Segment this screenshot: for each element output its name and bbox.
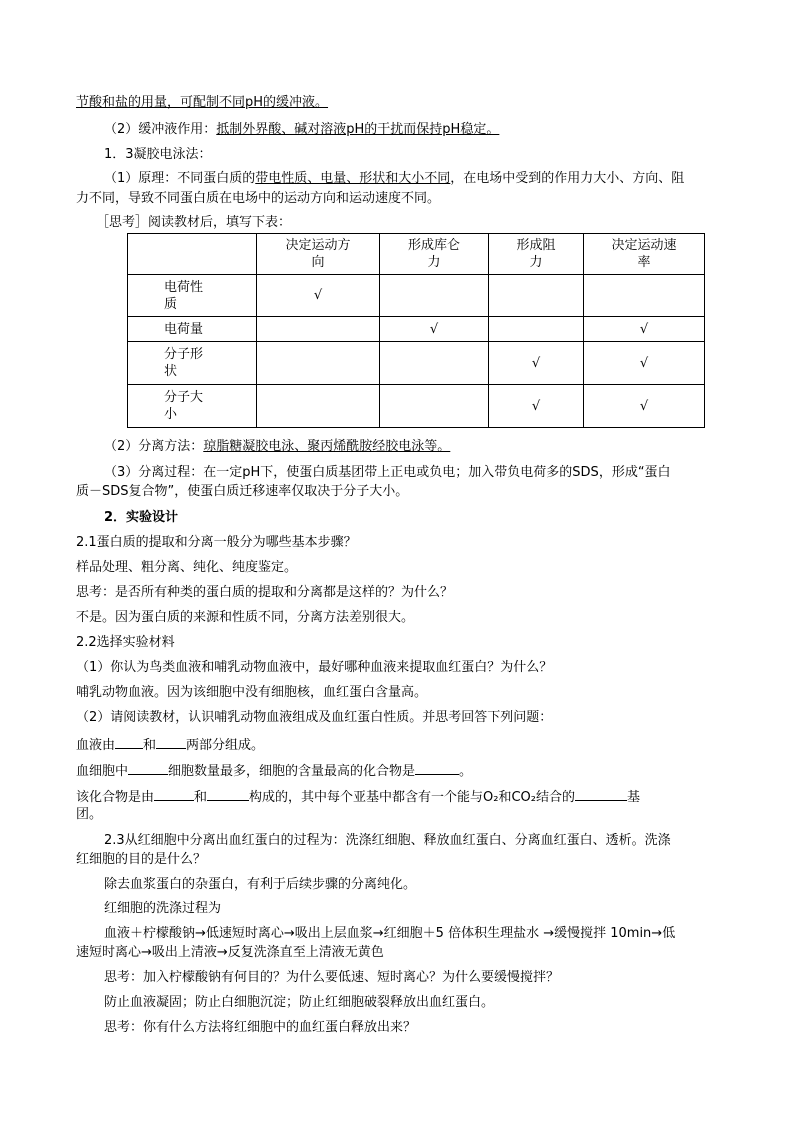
table-row <box>128 385 705 428</box>
check-cell: √ <box>257 275 380 317</box>
section-heading: 1．3凝胶电泳法： <box>104 147 212 162</box>
row-label: 电荷量 <box>128 317 257 342</box>
answer-underlined: 带电性质、电量、形状和大小不同 <box>255 171 451 186</box>
text-line: 哺乳动物血液。因为该细胞中没有细胞核，血红蛋白含量高。 <box>76 685 428 700</box>
table-row <box>128 342 705 385</box>
answer-blank <box>207 786 249 801</box>
answer-blank <box>154 786 194 801</box>
text-span: 血细胞中 <box>76 764 129 779</box>
section-heading: 2．实验设计 <box>104 510 179 525</box>
answer-blank <box>128 760 168 775</box>
text-line: 不是。因为蛋白质的来源和性质不同，分离方法差别很大。 <box>76 610 415 625</box>
text-span: 血液由 <box>76 738 116 753</box>
check-cell <box>380 385 489 428</box>
answer-underlined: 抵制外界酸、碱对溶液pH的干扰而保持pH稳定。 <box>216 122 500 137</box>
text-span: 该化合物是由 <box>76 790 155 805</box>
row-label: 电荷性 质 <box>128 275 257 317</box>
text-line: （2）请阅读教材，认识哺乳动物血液组成及血红蛋白性质。并思考回答下列问题： <box>76 710 553 725</box>
text-span: 和 <box>143 738 157 753</box>
table-header-cell: 形成库仑 力 <box>380 234 489 275</box>
text-span: （1）原理：不同蛋白质的 <box>104 171 256 186</box>
table-header-cell: 决定运动方 向 <box>257 234 380 275</box>
text-line: 防止血液凝固；防止白细胞沉淀；防止红细胞破裂释放出血红蛋白。 <box>104 995 495 1010</box>
text-line: 红细胞的洗涤过程为 <box>104 901 222 916</box>
row-label: 分子大 小 <box>128 385 257 428</box>
check-cell <box>489 317 584 342</box>
text-line: 节酸和盐的用量，可配制不同pH的缓冲液。 <box>76 95 329 110</box>
check-cell: √ <box>489 385 584 428</box>
text-line <box>104 121 750 139</box>
row-label: 分子形 状 <box>128 342 257 385</box>
text-line: 2.2选择实验材料 <box>76 635 175 650</box>
text-line: 样品处理、粗分离、纯化、纯度鉴定。 <box>76 560 298 575</box>
check-cell <box>257 385 380 428</box>
check-cell: √ <box>584 385 705 428</box>
check-cell: √ <box>489 342 584 385</box>
text-line: （3）分离过程：在一定pH下，使蛋白质基团带上正电或负电；加入带负电荷多的SDS，形成“蛋白 <box>104 465 671 480</box>
text-line: （1）你认为鸟类血液和哺乳动物血液中，最好哪种血液来提取血红蛋白？为什么？ <box>76 660 553 675</box>
text-line: 力不同，导致不同蛋白质在电场中的运动方向和运动速度不同。 <box>76 191 441 206</box>
table-row <box>128 317 705 342</box>
table-header-cell: 形成阻 力 <box>489 234 584 275</box>
text-span: 两部分组成。 <box>186 738 265 753</box>
check-cell <box>489 275 584 317</box>
comparison-table <box>127 233 705 428</box>
process-flow: 速短时离心→吸出上清液→反复洗涤直至上清液无黄色 <box>76 945 384 960</box>
text-line: 思考：是否所有种类的蛋白质的提取和分离都是这样的？为什么？ <box>76 585 454 600</box>
check-cell <box>380 275 489 317</box>
check-cell <box>257 317 380 342</box>
text-line: ［思考］阅读教材后，填写下表： <box>96 215 292 230</box>
text-line <box>104 438 750 456</box>
process-flow: 血液＋柠檬酸钠→低速短时离心→吸出上层血浆→红细胞＋5 倍体积生理盐水 →缓慢搅拌 10min→低 <box>104 926 676 941</box>
check-cell: √ <box>584 317 705 342</box>
text-line <box>104 170 750 188</box>
table-row <box>128 275 705 317</box>
table-corner-cell <box>128 234 257 275</box>
answer-blank <box>415 760 459 775</box>
fill-in-line <box>76 734 722 755</box>
answer-blank <box>115 734 143 749</box>
check-cell <box>380 342 489 385</box>
check-cell: √ <box>380 317 489 342</box>
answer-blank <box>575 786 627 801</box>
fill-in-line <box>76 760 722 781</box>
answer-blank <box>156 734 186 749</box>
text-span: 和 <box>194 790 208 805</box>
text-span: 细胞数量最多，细胞的含量最高的化合物是 <box>168 764 416 779</box>
text-line: 思考：你有什么方法将红细胞中的血红蛋白释放出来？ <box>104 1020 417 1035</box>
check-cell <box>257 342 380 385</box>
text-line: 2.1蛋白质的提取和分离一般分为哪些基本步骤？ <box>76 535 357 550</box>
check-cell: √ <box>584 342 705 385</box>
text-span: 构成的，其中每个亚基中都含有一个能与O₂和CO₂结合的 <box>249 790 575 805</box>
answer-underlined: 琼脂糖凝胶电泳、聚丙烯酰胺经胶电泳等。 <box>203 439 451 454</box>
text-span: （2）缓冲液作用： <box>104 122 217 137</box>
table-header-row <box>128 234 705 275</box>
text-line: 2.3从红细胞中分离出血红蛋白的过程为：洗涤红细胞、释放血红蛋白、分离血红蛋白、透析。洗涤 <box>104 833 671 848</box>
text-line: 红细胞的目的是什么？ <box>76 852 207 867</box>
text-line: 除去血浆蛋白的杂蛋白，有利于后续步骤的分离纯化。 <box>104 877 417 892</box>
text-span: 。 <box>459 764 473 779</box>
text-span: 基 <box>627 790 641 805</box>
check-cell <box>584 275 705 317</box>
text-span: ，在电场中受到的作用力大小、方向、阻 <box>450 171 685 186</box>
text-line: 质－SDS复合物”，使蛋白质迁移速率仅取决于分子大小。 <box>76 484 409 499</box>
table-header-cell: 决定运动速 率 <box>584 234 705 275</box>
fill-in-line <box>76 786 722 807</box>
text-line: 团。 <box>76 807 103 822</box>
text-span: （2）分离方法： <box>104 439 204 454</box>
text-line: 思考：加入柠檬酸钠有何目的？为什么要低速、短时离心？为什么要缓慢搅拌？ <box>104 970 560 985</box>
